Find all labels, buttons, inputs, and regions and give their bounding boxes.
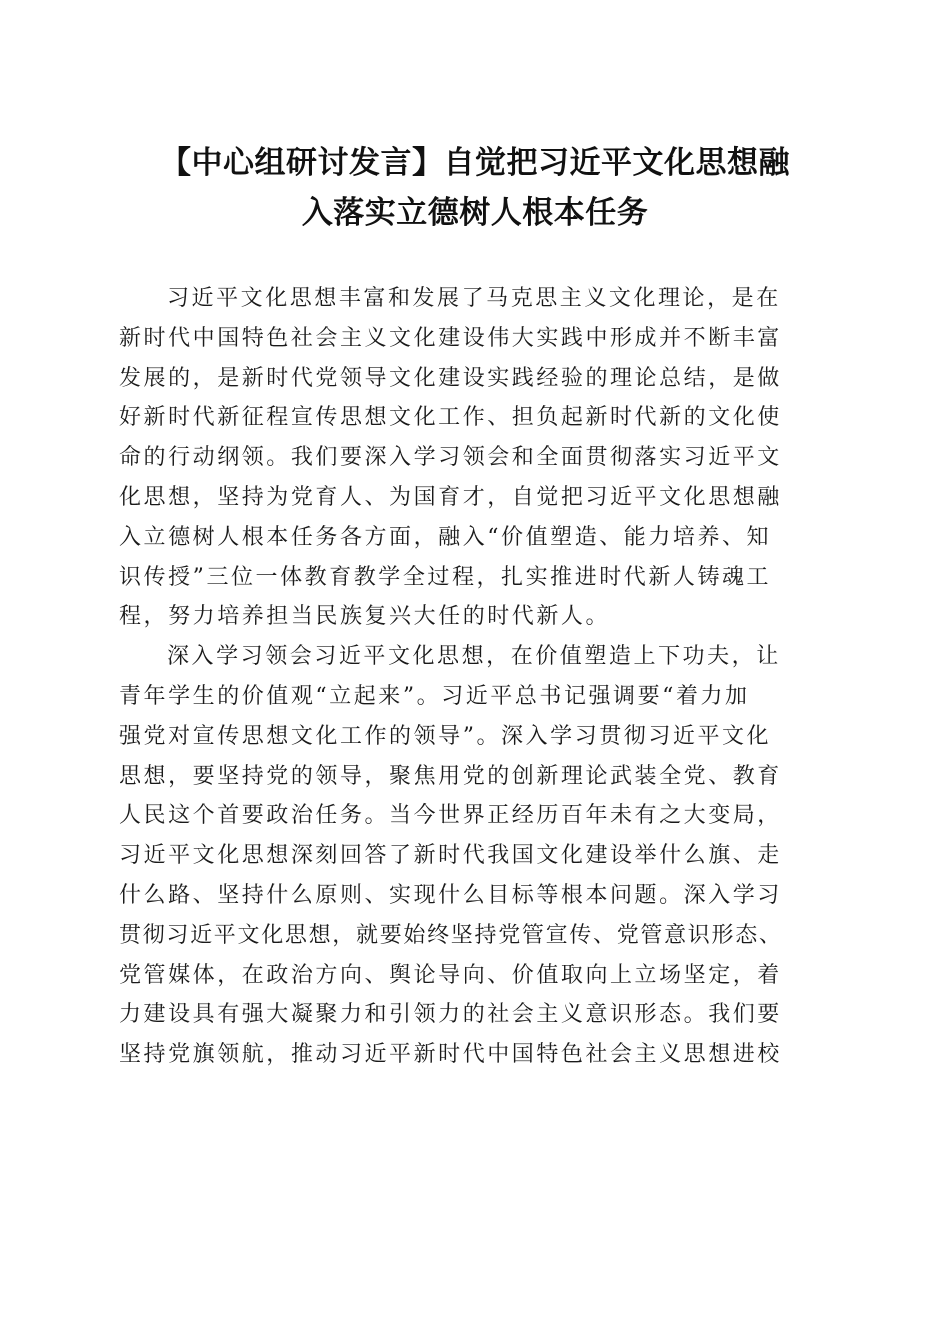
paragraph-line: 发展的，是新时代党领导文化建设实践经验的理论总结，是做 (119, 365, 782, 391)
document-body (119, 279, 839, 1075)
title-line-1: 【中心组研讨发言】自觉把习近平文化思想融 (160, 145, 790, 181)
paragraph-line: 深入学习领会习近平文化思想，在价值塑造上下功夫，让 (167, 644, 781, 670)
paragraph-line: 命的行动纲领。我们要深入学习领会和全面贯彻落实习近平文 (119, 445, 782, 471)
document-title (100, 138, 850, 238)
title-line-2: 入落实立德树人根本任务 (301, 195, 649, 231)
paragraph-line: 新时代中国特色社会主义文化建设伟大实践中形成并不断丰富 (119, 325, 782, 351)
paragraph-line: 习近平文化思想丰富和发展了马克思主义文化理论，是在 (167, 286, 781, 311)
paragraph-line: 化思想，坚持为党育人、为国育才，自觉把习近平文化思想融 (119, 484, 782, 510)
paragraph-line: 习近平文化思想深刻回答了新时代我国文化建设举什么旗、走 (119, 843, 782, 869)
paragraph-line: 识传授”三位一体教育教学全过程，扎实推进时代新人铸魂工 (119, 564, 772, 590)
paragraph-line: 什么路、坚持什么原则、实现什么目标等根本问题。深入学习 (119, 882, 782, 908)
paragraph-line: 贯彻习近平文化思想，就要始终坚持党管宣传、党管意识形态、 (119, 922, 783, 948)
paragraph-line: 思想，要坚持党的领导，聚焦用党的创新理论武装全党、教育 (119, 763, 782, 789)
paragraph-line: 程，努力培养担当民族复兴大任的时代新人。 (119, 604, 611, 630)
paragraph-2 (119, 637, 839, 1075)
paragraph-1 (119, 279, 839, 637)
paragraph-line: 力建设具有强大凝聚力和引领力的社会主义意识形态。我们要 (119, 1002, 782, 1028)
paragraph-line: 人民这个首要政治任务。当今世界正经历百年未有之大变局， (119, 803, 782, 829)
paragraph-line: 青年学生的价值观“立起来”。习近平总书记强调要“着力加 (119, 683, 750, 709)
paragraph-line: 党管媒体，在政治方向、舆论导向、价值取向上立场坚定，着 (119, 962, 782, 988)
paragraph-line: 强党对宣传思想文化工作的领导”。深入学习贯彻习近平文化 (119, 723, 772, 749)
paragraph-line: 好新时代新征程宣传思想文化工作、担负起新时代新的文化使 (119, 405, 782, 431)
paragraph-line: 入立德树人根本任务各方面，融入“价值塑造、能力培养、知 (119, 524, 772, 550)
paragraph-line: 坚持党旗领航，推动习近平新时代中国特色社会主义思想进校 (119, 1042, 782, 1068)
